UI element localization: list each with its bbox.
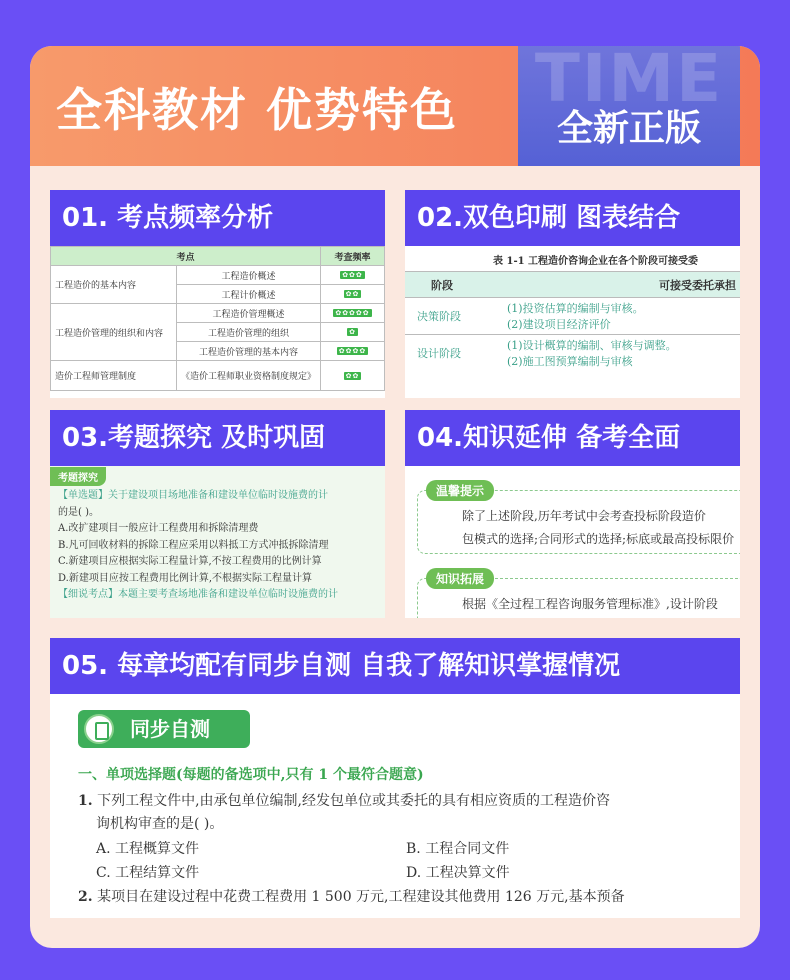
panel-selftest [50, 638, 740, 918]
detail-line: (1)投资估算的编制与审核。 [507, 302, 644, 315]
table-header: 阶段 [405, 272, 503, 298]
frequency-mark: ✿✿✿ [342, 271, 363, 279]
book-icon [84, 714, 114, 744]
table-caption: 表 1-1 工程造价咨询企业在各个阶段可接受委 [493, 256, 699, 267]
question-1: 1. 下列工程文件中,由承包单位编制,经发包单位或其委托的具有相应资质的工程造价咨 [78, 793, 610, 809]
table-row [51, 304, 385, 323]
header-title: 全科教材 优势特色 [56, 83, 459, 137]
frequency-mark: ✿✿ [345, 371, 360, 380]
table-row [51, 266, 385, 285]
stage-table [405, 271, 740, 371]
stage-cell: 设计阶段 [405, 335, 503, 372]
extension-title: 知识拓展 [426, 568, 494, 589]
frequency-mark: ✿✿✿✿✿ [335, 309, 370, 317]
topic-cell: 工程造价概述 [177, 266, 321, 285]
option-d: D. 工程决算文件 [406, 865, 510, 881]
exam-line: A.改扩建项目一般应计工程费用和拆除清理费 [58, 523, 259, 534]
exam-line: D.新建项目应按工程费用比例计算,不根据实际工程量计算 [58, 572, 313, 584]
frequency-mark: ✿✿✿✿ [338, 347, 367, 355]
topic-cell: 工程计价概述 [177, 285, 321, 304]
table-row [51, 361, 385, 391]
feature-card [30, 46, 760, 948]
table-row [405, 335, 740, 372]
edition-badge [518, 46, 740, 166]
topic-cell: 工程造价管理的基本内容 [177, 342, 321, 361]
exam-tag: 考题探究 [50, 467, 106, 486]
exam-line: B.凡可回收材料的拆除工程应采用以料抵工方式冲抵拆除清理 [58, 539, 329, 551]
question-2: 2. 某项目在建设过程中花费工程费用 1 500 万元,工程建设其他费用 126 万元,基本预备 [78, 889, 625, 905]
stage-cell: 决策阶段 [405, 298, 503, 335]
selftest-badge [78, 710, 250, 748]
table-header: 考点 [51, 247, 321, 266]
panel-title: 05. 每章均配有同步自测 自我了解知识掌握情况 [50, 638, 740, 694]
table-row [405, 298, 740, 335]
table-header: 可接受委托承担 [503, 272, 740, 298]
exam-line: 【单选题】关于建设项目场地准备和建设单位临时设施费的计 [58, 490, 328, 501]
tip-line: 包模式的选择;合同形式的选择;标底或最高投标限价 [462, 532, 735, 546]
tip-box [417, 484, 740, 554]
topic-cell: 工程造价管理的组织 [177, 323, 321, 342]
detail-line: (2)施工图预算编制与审核 [507, 355, 633, 368]
detail-line: (1)设计概算的编制、审核与调整。 [507, 339, 677, 352]
option-b: B. 工程合同文件 [406, 841, 510, 857]
exam-line: 的是( )。 [58, 506, 99, 518]
panel-title: 03.考题探究 及时巩固 [50, 410, 385, 466]
exam-line: 【细说考点】本题主要考查场地准备和建设单位临时设施费的计 [58, 589, 338, 600]
frequency-mark: ✿ [349, 328, 356, 336]
panel-title: 01. 考点频率分析 [50, 190, 385, 246]
extension-line: 根据《全过程工程咨询服务管理标准》,设计阶段 [462, 597, 718, 611]
panel-exam [50, 410, 385, 618]
option-a: A. 工程概算文件 [96, 841, 200, 857]
panel-title: 02.双色印刷 图表结合 [405, 190, 740, 246]
panel-extension [405, 410, 740, 618]
section-heading: 一、单项选择题(每题的备选项中,只有 1 个最符合题意) [78, 767, 424, 783]
question-1-cont: 询机构审查的是( )。 [96, 816, 224, 832]
badge-watermark: TIME [534, 46, 724, 117]
table-header: 考查频率 [321, 247, 385, 266]
detail-line: (2)建设项目经济评价 [507, 318, 611, 331]
group-cell: 工程造价的基本内容 [51, 266, 177, 304]
topic-cell: 《造价工程师职业资格制度规定》 [177, 361, 321, 391]
frequency-mark: ✿✿ [345, 290, 360, 298]
extension-box [417, 572, 740, 618]
tip-line: 除了上述阶段,历年考试中会考查投标阶段造价 [462, 509, 706, 523]
panel-frequency [50, 190, 385, 398]
badge-text: 全新正版 [556, 108, 701, 149]
exam-line: C.新建项目应根据实际工程量计算,不按工程费用的比例计算 [58, 556, 322, 567]
option-c: C. 工程结算文件 [96, 865, 200, 881]
tip-title: 温馨提示 [426, 480, 494, 501]
group-cell: 工程造价管理的组织和内容 [51, 304, 177, 361]
selftest-label: 同步自测 [130, 717, 210, 741]
topic-cell: 工程造价管理概述 [177, 304, 321, 323]
panel-title: 04.知识延伸 备考全面 [405, 410, 740, 466]
group-cell: 造价工程师管理制度 [51, 361, 177, 391]
frequency-table [50, 246, 385, 391]
panel-two-color [405, 190, 740, 398]
